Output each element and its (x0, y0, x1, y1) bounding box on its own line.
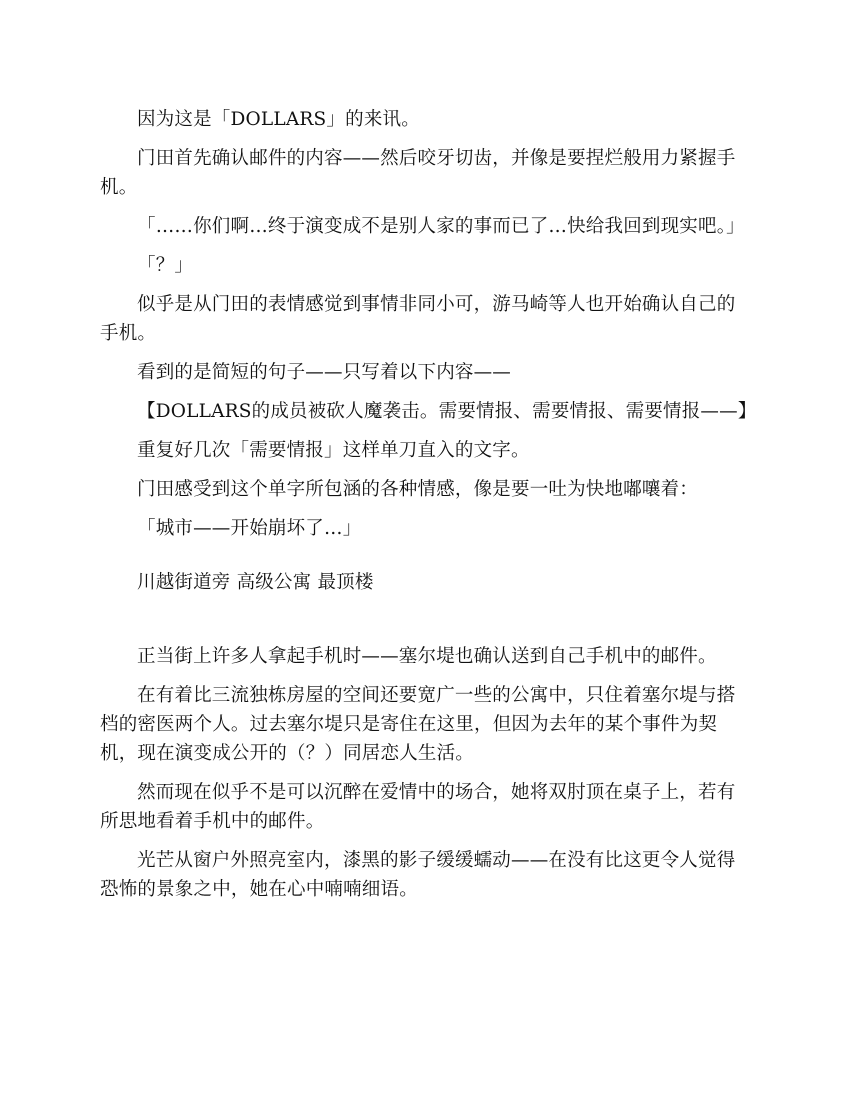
paragraph: 光芒从窗户外照亮室内，漆黑的影子缓缓蠕动——在没有比这更令人觉得恐怖的景象之中，她在心中喃喃细语。 (100, 850, 736, 900)
paragraph: 门田感受到这个单字所包涵的各种情感，像是要一吐为快地嘟嚷着： (137, 479, 699, 500)
paragraph: 然而现在似乎不是可以沉醉在爱情中的场合，她将双肘顶在桌子上，若有所思地看着手机中的邮件。 (100, 782, 736, 832)
paragraph: 门田首先确认邮件的内容——然后咬牙切齿，并像是要捏烂般用力紧握手机。 (100, 148, 736, 198)
paragraph: 「城市——开始崩坏了…」 (137, 518, 362, 539)
paragraph: 在有着比三流独栋房屋的空间还要宽广一些的公寓中，只住着塞尔堤与搭档的密医两个人。过去塞尔堤只是寄住在这里，但因为去年的某个事件为契机，现在演变成公开的（？）同居恋人生活。 (100, 685, 736, 764)
paragraph: 「……你们啊…终于演变成不是别人家的事而已了…快给我回到现实吧。」 (137, 216, 745, 237)
paragraph: 正当街上许多人拿起手机时——塞尔堤也确认送到自己手机中的邮件。 (137, 646, 717, 667)
section-heading: 川越街道旁 高级公寓 最顶楼 (137, 572, 374, 593)
paragraph: 因为这是「DOLLARS」的来讯。 (137, 109, 420, 130)
document-page (100, 105, 757, 914)
paragraph: 「？」 (137, 255, 194, 276)
paragraph: 似乎是从门田的表情感觉到事情非同小可，游马崎等人也开始确认自己的手机。 (100, 294, 736, 344)
paragraph: 【DOLLARS的成员被砍人魔袭击。需要情报、需要情报、需要情报——】 (137, 401, 757, 422)
paragraph: 看到的是简短的句子——只写着以下内容—— (137, 362, 512, 383)
paragraph: 重复好几次「需要情报」这样单刀直入的文字。 (137, 440, 530, 461)
